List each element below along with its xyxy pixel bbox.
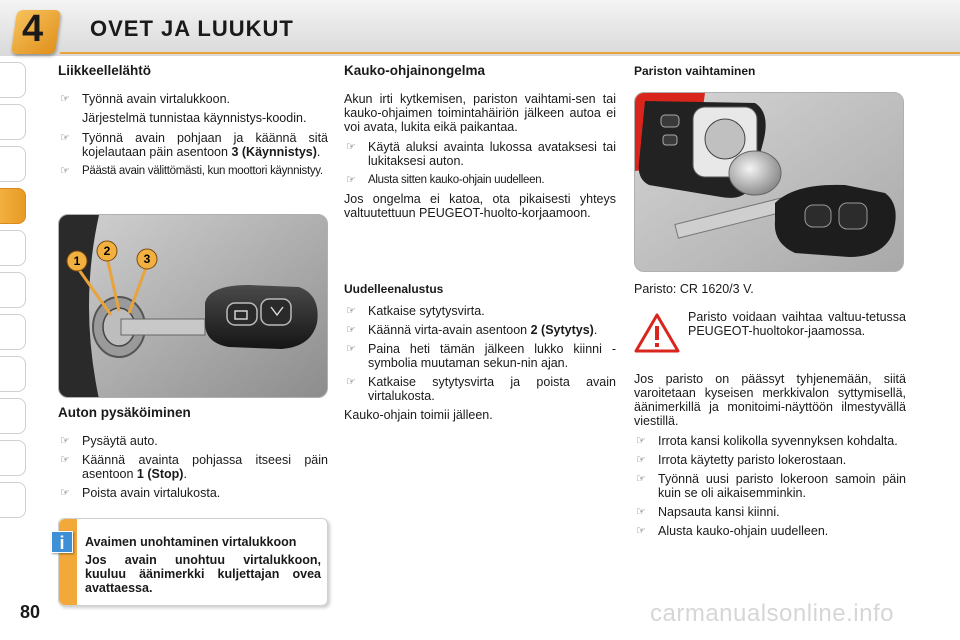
reset-steps xyxy=(344,304,616,403)
column-reset xyxy=(344,282,616,428)
section-title-starting: Liikkeellelähtö xyxy=(58,63,152,78)
info-title: Avaimen unohtaminen virtalukkoon xyxy=(85,535,297,549)
list-item: ☞ Käännä avainta pohjassa itseesi päin asentoon 1 (Stop). xyxy=(60,453,328,481)
list-item: ☞ Käännä virta-avain asentoon 2 (Sytytys). xyxy=(346,323,598,337)
warning-triangle-icon xyxy=(634,312,680,354)
side-tab[interactable] xyxy=(0,62,26,98)
pointing-hand-icon: ☞ xyxy=(636,525,646,537)
remote-outro: Jos ongelma ei katoa, ota pikaisesti yhteys valtuutettuun PEUGEOT-huolto-korjaamoon. xyxy=(344,192,616,220)
info-icon: i xyxy=(51,531,73,553)
parking-steps xyxy=(58,434,328,500)
key-position-label: 1 xyxy=(73,254,81,268)
pointing-hand-icon: ☞ xyxy=(60,454,70,466)
side-tab[interactable] xyxy=(0,314,26,350)
list-item: ☞ Työnnä avain pohjaan ja käännä sitä kojelautaan päin asentoon 3 (Käynnistys). xyxy=(60,131,328,159)
reset-outro: Kauko-ohjain toimii jälleen. xyxy=(344,408,493,422)
battery-illustration xyxy=(635,93,904,272)
pointing-hand-icon: ☞ xyxy=(60,487,70,499)
list-item: ☞ Alusta sitten kauko-ohjain uudelleen. xyxy=(346,174,545,186)
section-title-remote: Kauko-ohjainongelma xyxy=(344,63,486,78)
pointing-hand-icon: ☞ xyxy=(346,343,356,355)
column-starting xyxy=(58,64,328,183)
side-tabs xyxy=(0,62,30,524)
pointing-hand-icon: ☞ xyxy=(636,473,646,485)
side-tab[interactable] xyxy=(0,398,26,434)
list-item: ☞ Irrota kansi kolikolla syvennyksen kohdalta. xyxy=(636,434,898,448)
ignition-key-photo xyxy=(58,214,328,398)
pointing-hand-icon: ☞ xyxy=(346,376,356,388)
battery-type: Paristo: CR 1620/3 V. xyxy=(634,282,754,296)
remote-intro: Akun irti kytkemisen, pariston vaihtami-sen tai kauko-ohjaimen toimintahäiriön jälkeen autoa ei voi avata, lukita eikä paikantaa. xyxy=(344,92,616,134)
side-tab[interactable] xyxy=(0,230,26,266)
column-remote xyxy=(344,64,616,226)
pointing-hand-icon: ☞ xyxy=(346,141,356,153)
list-item: ☞ Irrota käytetty paristo lokerostaan. xyxy=(636,453,847,467)
list-item: ☞ Päästä avain välittömästi, kun moottori käynnistyy. xyxy=(60,165,323,177)
info-box xyxy=(58,518,328,606)
list-item-note: Järjestelmä tunnistaa käynnistys-koodin. xyxy=(82,111,307,125)
pointing-hand-icon: ☞ xyxy=(346,305,356,317)
pointing-hand-icon: ☞ xyxy=(60,435,70,447)
pointing-hand-icon: ☞ xyxy=(636,435,646,447)
battery-steps xyxy=(634,434,906,538)
side-tab[interactable] xyxy=(0,146,26,182)
battery-spec xyxy=(634,282,906,302)
list-item: ☞ Pysäytä auto. xyxy=(60,434,158,448)
side-tab[interactable] xyxy=(0,356,26,392)
list-item: ☞ Katkaise sytytysvirta ja poista avain virtalukosta. xyxy=(346,375,616,403)
list-item: ☞ Työnnä avain virtalukkoon. xyxy=(60,92,231,106)
chapter-number: 4 xyxy=(22,8,44,50)
side-tab-active[interactable] xyxy=(0,188,26,224)
warning-block xyxy=(634,310,906,338)
list-item: ☞ Poista avain virtalukosta. xyxy=(60,486,221,500)
column-parking xyxy=(58,406,328,505)
battery-intro: Jos paristo on päässyt tyhjenemään, siitä varoitetaan kyseisen merkkivalon syttymisellä, äänimerkillä ja monitoimi-näyttöön ilmestyvällä viestillä. xyxy=(634,372,906,428)
pointing-hand-icon: ☞ xyxy=(60,132,70,144)
pointing-hand-icon: ☞ xyxy=(60,93,70,105)
list-item: ☞ Käytä aluksi avainta lukossa avataksesi tai lukitaksesi auton. xyxy=(346,140,616,168)
side-tab[interactable] xyxy=(0,104,26,140)
battery-photo xyxy=(634,92,904,272)
list-item: ☞ Napsauta kansi kiinni. xyxy=(636,505,780,519)
list-item: ☞ Työnnä uusi paristo lokeroon samoin päin kuin se oli aikaisemminkin. xyxy=(636,472,906,500)
key-position-label: 3 xyxy=(143,252,151,266)
pointing-hand-icon: ☞ xyxy=(636,506,646,518)
battery-steps-section xyxy=(634,372,906,543)
pointing-hand-icon: ☞ xyxy=(346,174,356,186)
side-tab[interactable] xyxy=(0,440,26,476)
column-battery xyxy=(634,64,906,86)
key-position-label: 2 xyxy=(103,244,111,258)
list-item: ☞ Paina heti tämän jälkeen lukko kiinni -symbolia muutaman sekun-nin ajan. xyxy=(346,342,616,370)
watermark: carmanualsonline.info xyxy=(650,600,894,627)
section-title-battery: Pariston vaihtaminen xyxy=(634,64,756,78)
side-tab[interactable] xyxy=(0,272,26,308)
remote-steps xyxy=(344,140,616,187)
info-text: Jos avain unohtuu virtalukkoon, kuuluu äänimerkki kuljettajan ovea avattaessa. xyxy=(85,553,321,595)
section-title-parking: Auton pysäköiminen xyxy=(58,405,191,420)
list-item: ☞ Katkaise sytytysvirta. xyxy=(346,304,485,318)
list-item: ☞ Alusta kauko-ohjain uudelleen. xyxy=(636,524,829,538)
header-accent-line xyxy=(60,52,960,54)
chapter-title: OVET JA LUUKUT xyxy=(90,16,294,41)
pointing-hand-icon: ☞ xyxy=(346,324,356,336)
side-tab[interactable] xyxy=(0,482,26,518)
warning-text: Paristo voidaan vaihtaa valtuu-tetussa PEUGEOT-huoltokor-jaamossa. xyxy=(688,310,906,338)
pointing-hand-icon: ☞ xyxy=(636,454,646,466)
ignition-key-illustration xyxy=(59,215,328,398)
page-number: 80 xyxy=(20,602,41,622)
starting-steps xyxy=(58,92,328,106)
pointing-hand-icon: ☞ xyxy=(60,165,70,177)
section-title-reset: Uudelleenalustus xyxy=(344,282,444,296)
